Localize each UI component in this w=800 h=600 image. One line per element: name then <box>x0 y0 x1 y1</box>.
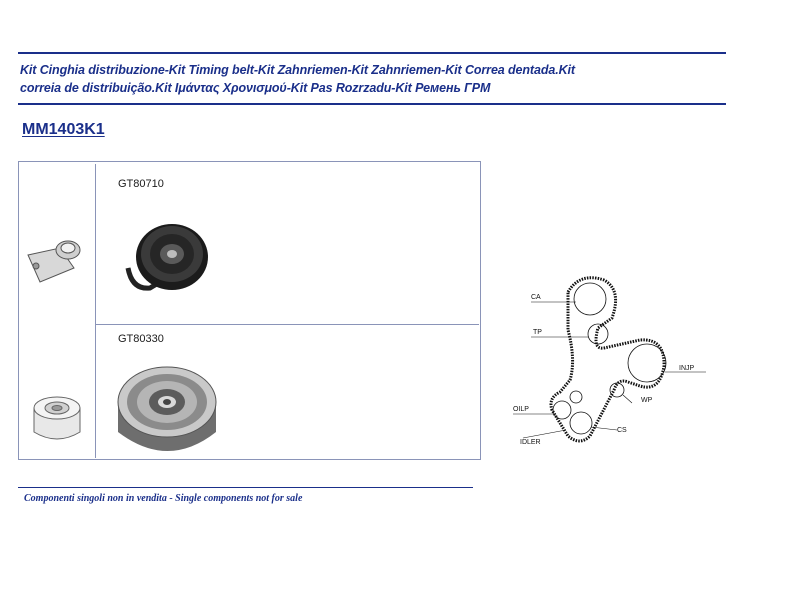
footer-note: Componenti singoli non in vendita - Single components not for sale <box>24 493 303 504</box>
crankshaft-pulley <box>570 412 592 434</box>
idler-roller <box>570 391 582 403</box>
label-ca: CA <box>531 294 541 301</box>
label-cs: CS <box>617 427 627 434</box>
footer-rule <box>18 487 473 488</box>
oil-pump-pulley <box>553 401 571 419</box>
label-tp: TP <box>533 329 542 336</box>
idler-pulley-icon <box>118 367 216 451</box>
kit-title-line-1: Kit Cinghia distribuzione-Kit Timing belt-Kit Zahnriemen-Kit Zahnriemen-Kit Correa dentada.Kit <box>20 63 575 77</box>
tensioner-thumbnail-icon <box>28 241 80 282</box>
label-injp: INJP <box>679 365 695 372</box>
label-idler: IDLER <box>520 439 541 446</box>
kit-code: MM1403K1 <box>22 121 105 138</box>
kit-title-line-2: correia de distribuição.Kit Ιμάντας Χρονισμού-Kit Pas Rozrzadu-Kit Ремень ГРМ <box>20 81 491 95</box>
idler-thumbnail-icon <box>34 397 80 439</box>
component-code-2: GT80330 <box>118 333 164 345</box>
tensioner-pulley-icon <box>128 224 208 290</box>
label-oilp: OILP <box>513 406 529 413</box>
camshaft-pulley <box>574 283 606 315</box>
injection-pump-pulley <box>628 344 666 382</box>
water-pump-pulley <box>610 383 624 397</box>
label-wp: WP <box>641 397 653 404</box>
belt-routing-diagram <box>513 278 706 441</box>
component-code-1: GT80710 <box>118 178 164 190</box>
belt-diagram-labels <box>513 294 695 446</box>
